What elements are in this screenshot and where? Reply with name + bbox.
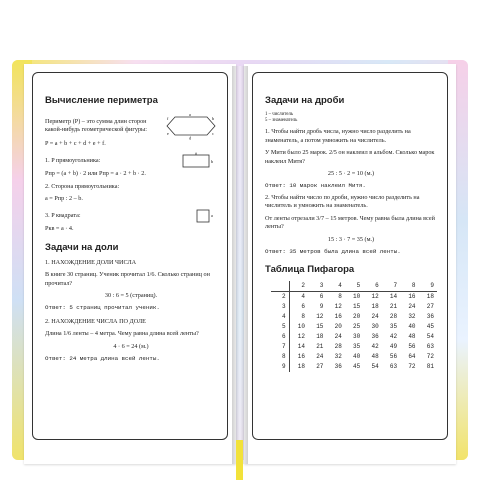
- pythagoras-row: [271, 352, 437, 362]
- pythagoras-cell: 8: [338, 293, 342, 301]
- rect-label-b: b: [211, 159, 213, 165]
- hex-label-b: b: [212, 116, 214, 121]
- fraction-calc-3: 25 : 5 · 2 = 10 (м.): [327, 169, 375, 177]
- pythagoras-cell: 64: [408, 353, 416, 361]
- pythagoras-cell: 30: [353, 333, 361, 341]
- pythagoras-cell: 3: [271, 302, 289, 312]
- pythagoras-cell: 72: [426, 353, 434, 361]
- hex-label-e: e: [167, 131, 169, 136]
- pythagoras-cell: 14: [389, 293, 398, 301]
- hex-label-c: c: [212, 131, 214, 136]
- right-page: [244, 64, 456, 464]
- pythagoras-cell: 54: [426, 333, 434, 341]
- pythagoras-cell: 54: [371, 363, 379, 371]
- fraction-answer-3: Ответ: 10 марок наклеил Митя.: [265, 182, 366, 190]
- perimeter-intro: Периметр (Р) – это сумма длин сторон какой-нибудь геометрической фигуры:: [45, 117, 147, 133]
- pythagoras-cell: 4: [271, 312, 289, 322]
- fraction-answer-2: Ответ: 24 метра длина всей ленты.: [45, 355, 160, 363]
- fraction-problem-1: У Мити было 25 марок. 2/5 он наклеил в альбом. Сколько марок наклеил Митя?: [265, 149, 435, 165]
- perimeter-intro-row: [45, 112, 217, 140]
- pythagoras-cell: 35: [353, 343, 361, 351]
- pythagoras-row: [271, 322, 437, 332]
- pythagoras-header-cell: [271, 281, 289, 292]
- pythagoras-cell: 48: [408, 333, 416, 341]
- pythagoras-cell: 12: [334, 303, 342, 311]
- pythagoras-cell: 10: [297, 323, 305, 331]
- hex-label-f: f: [167, 116, 169, 121]
- pythagoras-cell: 45: [426, 323, 434, 331]
- pythagoras-cell: 7: [271, 342, 289, 352]
- pythagoras-header-cell: 5: [345, 281, 363, 292]
- pythagoras-cell: 2: [271, 291, 289, 302]
- bookmark-ribbon[interactable]: [236, 440, 243, 480]
- pythagoras-cell: 25: [353, 323, 361, 331]
- pythagoras-cell: 72: [408, 363, 416, 371]
- pythagoras-cell: 36: [426, 313, 434, 321]
- fraction-calc-4: 15 : 3 · 7 = 35 (м.): [327, 235, 375, 243]
- side-formula: a = Pпр : 2 – b.: [45, 195, 83, 203]
- pythagoras-cell: 27: [316, 363, 324, 371]
- pythagoras-cell: 32: [334, 353, 342, 361]
- pythagoras-cell: 36: [371, 333, 379, 341]
- pythagoras-row: [271, 312, 437, 322]
- fraction-heading-1: 1. НАХОЖДЕНИЕ ДОЛИ ЧИСЛА: [45, 258, 137, 266]
- pythagoras-cell: 12: [371, 293, 379, 301]
- pythagoras-cell: 18: [426, 293, 434, 301]
- pythagoras-cell: 6: [319, 293, 324, 301]
- rectangle-figure: [177, 152, 217, 170]
- hex-label-d: d: [189, 135, 191, 140]
- pythagoras-row: [271, 302, 437, 312]
- pythagoras-cell: 9: [319, 303, 324, 311]
- pythagoras-cell: 28: [334, 343, 342, 351]
- pythagoras-row: [271, 362, 437, 372]
- pythagoras-header-row: [271, 281, 437, 292]
- pythagoras-cell: 35: [389, 323, 398, 331]
- hexagon-figure: [165, 112, 217, 140]
- pythagoras-cell: 24: [371, 313, 379, 321]
- pythagoras-cell: 21: [389, 303, 398, 311]
- pythagoras-header-cell: 4: [326, 281, 344, 292]
- fraction-rule-2: 2. Чтобы найти число по дроби, нужно число разделить на числитель и умножить на знаменатель.: [265, 194, 420, 210]
- denominator-legend: 5 – знаменатель: [265, 118, 298, 124]
- pythagoras-table: [271, 281, 437, 372]
- perimeter-title: Вычисление периметра: [45, 95, 158, 106]
- pythagoras-cell: 40: [353, 353, 361, 361]
- pythagoras-cell: 36: [334, 363, 342, 371]
- pythagoras-header-cell: 6: [363, 281, 381, 292]
- rectangle-formula: Pпр = (a + b) · 2 или Pпр = a · 2 + b · 2.: [45, 170, 146, 178]
- pythagoras-cell: 6: [271, 332, 289, 342]
- fraction-answer-4: Ответ: 35 метров была длина всей ленты.: [265, 247, 401, 255]
- pythagoras-cell: 81: [426, 363, 434, 371]
- rectangle-row: [45, 152, 217, 170]
- fraction-problem-2: От ленты отрезали 3/7 – 15 метров. Чему равна была длина всей ленты?: [265, 214, 435, 231]
- fraction-text-2: Длина 1/6 ленты – 4 метра. Чему равна длина всей ленты?: [45, 330, 199, 338]
- rect-label-a: a: [195, 152, 197, 156]
- pythagoras-row: [271, 291, 437, 302]
- pythagoras-cell: 16: [334, 313, 342, 321]
- numerator-legend: 1 – числитель: [265, 112, 294, 117]
- pythagoras-cell: 27: [426, 303, 434, 311]
- fraction-calc-1: 30 : 6 = 5 (страниц).: [104, 291, 158, 299]
- pythagoras-header-cell: 9: [419, 281, 437, 292]
- square-item: 3. P квадрата:: [45, 212, 81, 220]
- pythagoras-title: Таблица Пифагора: [265, 263, 355, 275]
- pythagoras-cell: 28: [389, 313, 398, 321]
- pythagoras-cell: 24: [408, 303, 416, 311]
- pythagoras-cell: 20: [353, 313, 361, 321]
- fraction-problems-title: Задачи на дроби: [265, 95, 345, 106]
- pythagoras-cell: 8: [271, 352, 289, 362]
- pythagoras-cell: 15: [353, 303, 361, 311]
- pythagoras-cell: 9: [271, 362, 289, 372]
- pythagoras-cell: 56: [389, 353, 398, 361]
- fractions-title: Задачи на доли: [45, 241, 119, 253]
- pythagoras-cell: 40: [408, 323, 416, 331]
- pythagoras-header-cell: 8: [400, 281, 418, 292]
- pythagoras-cell: 24: [316, 353, 324, 361]
- pythagoras-cell: 63: [426, 343, 434, 351]
- pythagoras-cell: 24: [334, 333, 342, 341]
- pythagoras-cell: 6: [301, 303, 305, 311]
- pythagoras-cell: 56: [408, 343, 416, 351]
- hex-label-a: a: [189, 112, 191, 117]
- pythagoras-header-cell: 7: [382, 281, 400, 292]
- square-figure: [191, 207, 217, 225]
- square-row: [45, 207, 217, 225]
- pythagoras-cell: 42: [389, 333, 398, 341]
- pythagoras-cell: 49: [389, 343, 398, 351]
- pythagoras-cell: 63: [389, 363, 398, 371]
- pythagoras-cell: 12: [297, 333, 305, 341]
- pythagoras-cell: 48: [371, 353, 379, 361]
- square-formula: Pкв = a · 4.: [45, 225, 74, 233]
- pythagoras-cell: 14: [297, 343, 305, 351]
- pythagoras-cell: 16: [297, 353, 305, 361]
- pythagoras-cell: 45: [353, 363, 361, 371]
- pythagoras-cell: 20: [334, 323, 342, 331]
- pythagoras-cell: 18: [297, 363, 305, 371]
- square-label-a: a: [211, 213, 213, 219]
- left-page-frame: [32, 72, 228, 440]
- pythagoras-cell: 8: [301, 313, 305, 321]
- fraction-calc-2: 4 · 6 = 24 (м.): [113, 342, 149, 350]
- pythagoras-header-cell: 3: [308, 281, 326, 292]
- pythagoras-cell: 12: [316, 313, 324, 321]
- fraction-answer-1: Ответ: 5 страниц прочитал ученик.: [45, 304, 160, 312]
- right-page-frame: [252, 72, 448, 440]
- pythagoras-header-cell: 2: [289, 281, 308, 292]
- pythagoras-cell: 21: [316, 343, 324, 351]
- spine: [232, 66, 248, 464]
- fraction-text-1: В книге 30 страниц. Ученик прочитал 1/6. Сколько страниц он прочитал?: [45, 271, 210, 287]
- pythagoras-cell: 42: [371, 343, 379, 351]
- perimeter-formula: P = a + b + c + d + e + f.: [45, 140, 106, 147]
- pythagoras-cell: 4: [301, 293, 305, 301]
- fraction-rule-1: 1. Чтобы найти дробь числа, нужно число разделить на знаменатель, а потом умножить на числитель.: [265, 128, 411, 144]
- pythagoras-cell: 18: [371, 303, 379, 311]
- pythagoras-row: [271, 342, 437, 352]
- pythagoras-cell: 5: [271, 322, 289, 332]
- pythagoras-cell: 32: [408, 313, 416, 321]
- pythagoras-cell: 10: [353, 293, 361, 301]
- pythagoras-row: [271, 332, 437, 342]
- fraction-heading-2: 2. НАХОЖДЕНИЕ ЧИСЛА ПО ДОЛЕ: [45, 318, 146, 326]
- pythagoras-cell: 30: [371, 323, 379, 331]
- side-item: 2. Сторона прямоугольника:: [45, 182, 120, 190]
- pythagoras-cell: 18: [316, 333, 324, 341]
- rectangle-item: 1. P прямоугольника:: [45, 157, 101, 165]
- pythagoras-cell: 16: [408, 293, 416, 301]
- pythagoras-cell: 15: [316, 323, 324, 331]
- left-page: [24, 64, 236, 464]
